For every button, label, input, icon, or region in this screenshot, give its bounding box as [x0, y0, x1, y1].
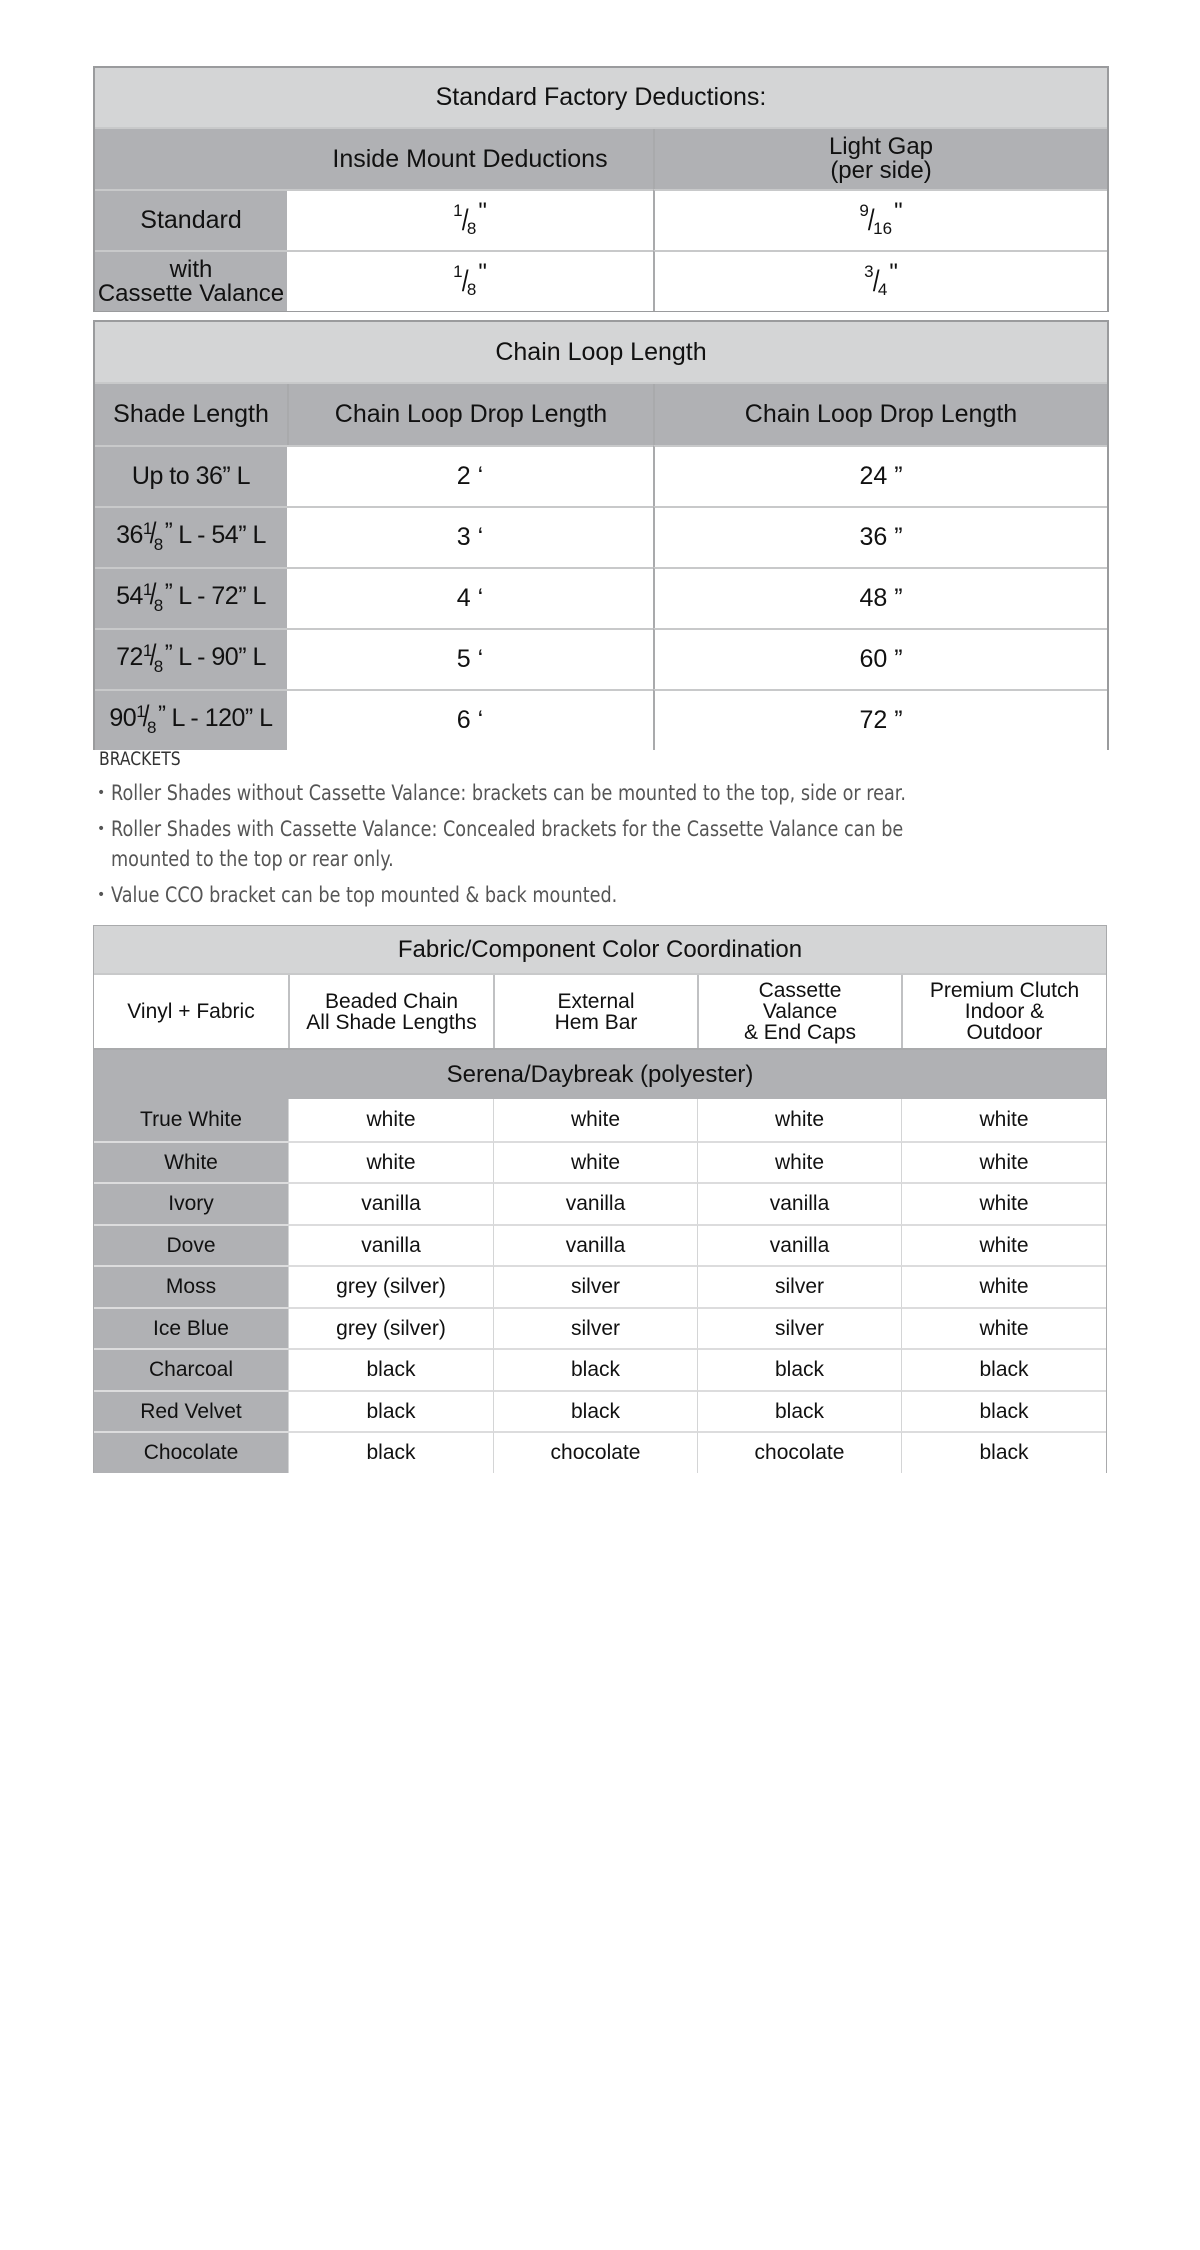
fraction-slash: /: [461, 264, 469, 298]
light-gap-value: [653, 189, 1107, 250]
component-color: silver: [493, 1307, 697, 1349]
fraction-denominator: 8: [466, 279, 477, 299]
component-color: silver: [697, 1265, 901, 1307]
chain-loop-row: [95, 567, 1107, 628]
fraction-slash: /: [142, 699, 150, 733]
section-title: Serena/Daybreak (polyester): [94, 1050, 1106, 1099]
component-color: white: [901, 1224, 1106, 1266]
color-table-row: [94, 1182, 1106, 1224]
label-line2: Cassette Valance: [97, 279, 285, 307]
color-table-row: [94, 1431, 1106, 1473]
brackets-note-item: [97, 880, 1107, 910]
drop-length-inches: 72 ”: [653, 689, 1107, 750]
fraction: [453, 258, 487, 299]
header-shade-length: Shade Length: [95, 384, 287, 445]
deductions-title: Standard Factory Deductions:: [95, 68, 1107, 129]
inside-mount-value: [287, 189, 653, 250]
light-gap-line1: Light Gap: [828, 133, 934, 160]
fraction-slash: /: [149, 577, 156, 611]
fraction-numerator: 1: [142, 640, 152, 660]
fraction-denominator: 8: [466, 218, 477, 238]
section-row: [94, 1050, 1106, 1099]
component-color: chocolate: [697, 1431, 901, 1473]
brackets-heading: BRACKETS: [99, 748, 181, 770]
component-color: white: [901, 1141, 1106, 1183]
color-table-row: [94, 1265, 1106, 1307]
fabric-name: Charcoal: [94, 1348, 288, 1390]
header-cassette-valance: [697, 975, 901, 1048]
component-color: black: [288, 1390, 493, 1432]
deductions-row-standard: [95, 189, 1107, 250]
whole: 54: [116, 581, 143, 610]
brackets-note-item: [97, 814, 1107, 874]
fraction-slash: /: [149, 516, 156, 550]
drop-length-feet: 6 ‘: [287, 689, 653, 750]
range-rest: L - 54” L: [178, 520, 266, 549]
component-color: black: [493, 1390, 697, 1432]
deductions-header-row: [95, 129, 1107, 189]
bullet-icon: •: [97, 821, 106, 837]
fraction-denominator: 8: [153, 656, 163, 676]
color-table-body: [94, 1099, 1106, 1473]
component-color: black: [493, 1348, 697, 1390]
chain-loop-row: [95, 689, 1107, 750]
color-header-row: [94, 975, 1106, 1050]
brackets-note-item: [97, 778, 1107, 808]
fraction-denominator: 8: [153, 595, 163, 615]
header-drop-length-feet: Chain Loop Drop Length: [287, 384, 653, 445]
fabric-name: Red Velvet: [94, 1390, 288, 1432]
drop-length-feet: 5 ‘: [287, 628, 653, 689]
fraction-slash: /: [867, 203, 875, 237]
deductions-title-row: [95, 68, 1107, 129]
header-line: External: [557, 989, 635, 1013]
component-color: white: [901, 1182, 1106, 1224]
inch-mark: ": [478, 197, 487, 225]
component-color: vanilla: [493, 1182, 697, 1224]
whole: 36: [116, 520, 143, 549]
component-color: black: [288, 1348, 493, 1390]
component-color: silver: [697, 1307, 901, 1349]
component-color: vanilla: [288, 1182, 493, 1224]
range-rest: L - 90” L: [178, 642, 266, 671]
deductions-table: [93, 66, 1109, 312]
fraction-numerator: 1: [142, 579, 152, 599]
drop-length-inches: 36 ”: [653, 506, 1107, 567]
drop-length-inches: 24 ”: [653, 445, 1107, 506]
header-vinyl-fabric: Vinyl + Fabric: [94, 975, 288, 1048]
header-drop-length-inches: Chain Loop Drop Length: [653, 384, 1107, 445]
component-color: vanilla: [288, 1224, 493, 1266]
header-line: & End Caps: [743, 1021, 857, 1044]
color-table-row: [94, 1307, 1106, 1349]
fabric-name: Dove: [94, 1224, 288, 1266]
header-line: Cassette: [758, 979, 842, 1002]
range-rest: L - 120” L: [171, 703, 273, 732]
chain-loop-header-row: [95, 384, 1107, 445]
deductions-row-label: [95, 250, 287, 311]
deductions-header-light-gap: [653, 129, 1107, 189]
fraction-slash: /: [461, 203, 469, 237]
shade-length: [95, 567, 287, 628]
inch-mark: ”: [164, 639, 173, 667]
component-color: vanilla: [493, 1224, 697, 1266]
component-color: black: [697, 1390, 901, 1432]
component-color: black: [288, 1431, 493, 1473]
chain-loop-row: [95, 628, 1107, 689]
fraction-numerator: 1: [453, 261, 463, 281]
color-table-row: [94, 1390, 1106, 1432]
component-color: grey (silver): [288, 1265, 493, 1307]
color-table-row: [94, 1224, 1106, 1266]
color-title: Fabric/Component Color Coordination: [94, 926, 1106, 975]
whole: 72: [116, 642, 143, 671]
header-premium-clutch: [901, 975, 1106, 1048]
header-beaded-chain: [288, 975, 493, 1048]
brackets-note-text: Roller Shades with Cassette Valance: Concealed brackets for the Cassette Valance can be mounted to the top or rear only.: [111, 817, 904, 871]
deductions-row-cassette: [95, 250, 1107, 311]
drop-length-feet: 2 ‘: [287, 445, 653, 506]
chain-loop-row: [95, 445, 1107, 506]
component-color: white: [493, 1141, 697, 1183]
component-color: white: [288, 1141, 493, 1183]
deductions-header-inside-mount: Inside Mount Deductions: [287, 129, 653, 189]
chain-loop-title-row: [95, 322, 1107, 384]
light-gap-value: [653, 250, 1107, 311]
component-color: silver: [493, 1265, 697, 1307]
shade-length: Up to 36” L: [95, 445, 287, 506]
fraction-numerator: 1: [136, 701, 146, 721]
header-line: Hem Bar: [554, 1010, 638, 1034]
bullet-icon: •: [97, 887, 106, 903]
fabric-name: Ivory: [94, 1182, 288, 1224]
inch-mark: ”: [164, 578, 173, 606]
drop-length-inches: 48 ”: [653, 567, 1107, 628]
inch-mark: ": [478, 258, 487, 286]
fabric-name: True White: [94, 1099, 288, 1141]
fraction: [864, 258, 898, 299]
drop-length-feet: 4 ‘: [287, 567, 653, 628]
drop-length-feet: 3 ‘: [287, 506, 653, 567]
brackets-note-text: Roller Shades without Cassette Valance: brackets can be mounted to the top, side or rear.: [111, 781, 907, 805]
fraction-slash: /: [872, 264, 880, 298]
fabric-name: Moss: [94, 1265, 288, 1307]
inch-mark: ”: [164, 517, 173, 545]
drop-length-inches: 60 ”: [653, 628, 1107, 689]
range-rest: L - 72” L: [178, 581, 266, 610]
component-color: vanilla: [697, 1224, 901, 1266]
bullet-icon: •: [97, 785, 106, 801]
shade-length: [95, 506, 287, 567]
header-line: All Shade Lengths: [306, 1010, 477, 1034]
fabric-name: White: [94, 1141, 288, 1183]
inch-mark: ": [889, 258, 898, 286]
component-color: white: [901, 1099, 1106, 1141]
component-color: white: [697, 1099, 901, 1141]
header-hem-bar: [493, 975, 697, 1048]
chain-loop-title: Chain Loop Length: [95, 322, 1107, 384]
inside-mount-value: [287, 250, 653, 311]
label-line1: with: [169, 255, 213, 283]
component-color: white: [901, 1265, 1106, 1307]
deductions-header-empty: [95, 129, 287, 189]
header-line: Premium Clutch: [929, 979, 1080, 1002]
fraction-numerator: 9: [859, 200, 869, 220]
component-color: black: [697, 1348, 901, 1390]
component-color: black: [901, 1431, 1106, 1473]
shade-length: [95, 689, 287, 750]
fraction: [859, 197, 903, 238]
whole: 90: [109, 703, 137, 732]
fraction: [453, 197, 487, 238]
component-color: white: [288, 1099, 493, 1141]
fraction-numerator: 1: [453, 200, 463, 220]
component-color: black: [901, 1348, 1106, 1390]
fraction-denominator: 4: [877, 279, 888, 299]
color-table-row: [94, 1141, 1106, 1183]
component-color: grey (silver): [288, 1307, 493, 1349]
component-color: white: [901, 1307, 1106, 1349]
fraction-denominator: 8: [147, 717, 156, 737]
brackets-notes: [97, 748, 1107, 916]
fraction-slash: /: [149, 638, 156, 672]
header-line: Valance: [762, 1000, 838, 1023]
header-line: Outdoor: [966, 1021, 1043, 1044]
header-line: Beaded Chain: [324, 989, 459, 1013]
component-color: white: [697, 1141, 901, 1183]
inch-mark: ": [894, 197, 903, 225]
fraction-numerator: 3: [864, 261, 874, 281]
component-color: vanilla: [697, 1182, 901, 1224]
brackets-note-text: Value CCO bracket can be top mounted & back mounted.: [111, 883, 618, 907]
color-table-row: [94, 1099, 1106, 1141]
color-table-row: [94, 1348, 1106, 1390]
color-title-row: [94, 926, 1106, 975]
color-coordination-table: [93, 925, 1107, 1473]
fraction-denominator: 16: [873, 218, 893, 238]
shade-length: [95, 628, 287, 689]
deductions-row-label: Standard: [95, 189, 287, 250]
light-gap-line2: (per side): [830, 157, 932, 184]
fabric-name: Ice Blue: [94, 1307, 288, 1349]
header-line: Indoor &: [964, 1000, 1045, 1023]
component-color: black: [901, 1390, 1106, 1432]
inch-mark: ”: [158, 700, 166, 728]
chain-loop-row: [95, 506, 1107, 567]
fraction-denominator: 8: [153, 534, 163, 554]
fabric-name: Chocolate: [94, 1431, 288, 1473]
fraction-numerator: 1: [142, 518, 152, 538]
component-color: white: [493, 1099, 697, 1141]
component-color: chocolate: [493, 1431, 697, 1473]
chain-loop-table: [93, 320, 1109, 750]
